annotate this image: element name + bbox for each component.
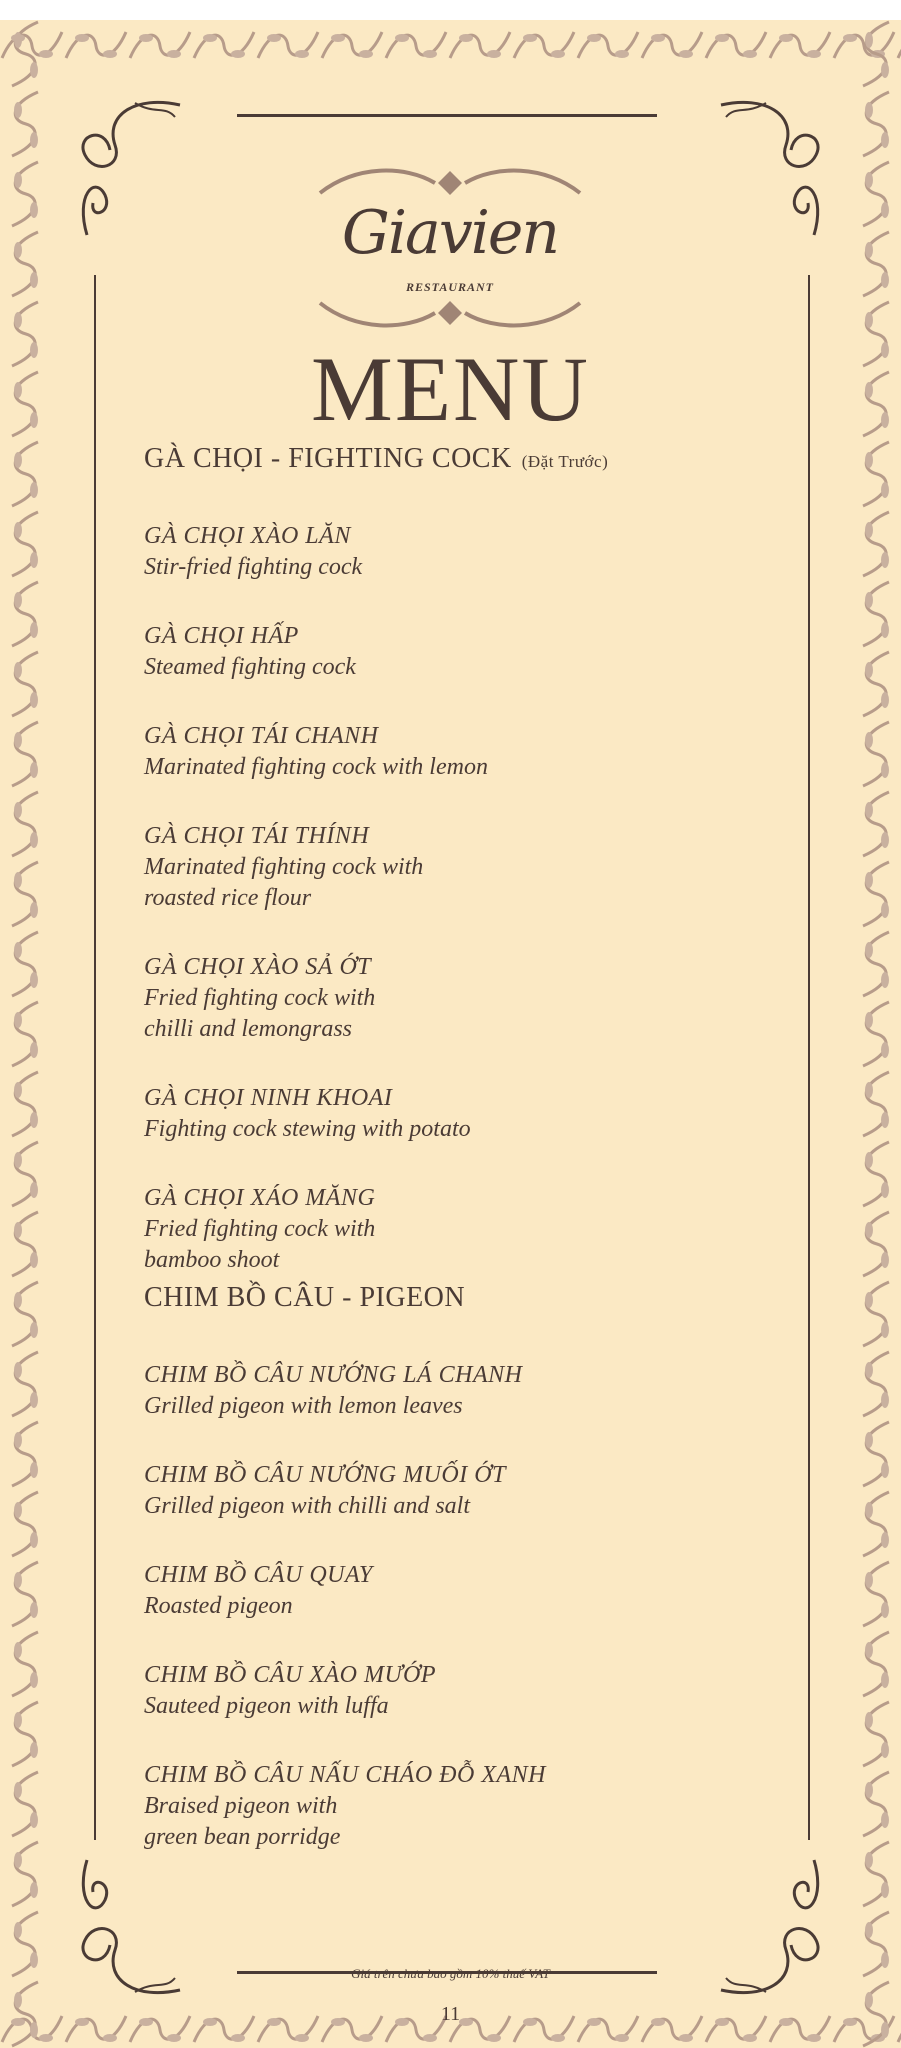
left-rule bbox=[94, 275, 96, 1840]
top-border-ornament-icon bbox=[0, 20, 901, 70]
item-name-en: Fried fighting cock with chilli and lemongrass bbox=[144, 985, 376, 1042]
menu-page bbox=[0, 20, 901, 2048]
item-name-vn: GÀ CHỌI XÀO SẢ ỚT bbox=[144, 954, 372, 980]
item-name-vn: GÀ CHỌI HẤP bbox=[144, 623, 299, 649]
right-border-ornament-icon bbox=[851, 20, 901, 2048]
restaurant-logo bbox=[280, 140, 620, 340]
item-name-en: Stir-fried fighting cock bbox=[144, 554, 363, 580]
menu-item bbox=[144, 1760, 546, 1853]
item-name-vn: CHIM BỒ CÂU QUAY bbox=[144, 1562, 373, 1588]
item-name-en: Grilled pigeon with lemon leaves bbox=[144, 1393, 463, 1419]
item-name-vn: GÀ CHỌI TÁI THÍNH bbox=[144, 823, 370, 849]
item-name-vn: GÀ CHỌI NINH KHOAI bbox=[144, 1085, 393, 1111]
menu-item bbox=[144, 1083, 608, 1145]
logo-wordmark: Giavien bbox=[341, 198, 559, 268]
section-heading-text: CHIM BỒ CÂU - PIGEON bbox=[144, 1282, 466, 1313]
top-left-flourish-icon bbox=[75, 95, 185, 245]
menu-item bbox=[144, 1660, 546, 1722]
item-name-en: Roasted pigeon bbox=[144, 1593, 293, 1619]
section-fighting-cock bbox=[144, 443, 608, 1276]
item-name-vn: GÀ CHỌI TÁI CHANH bbox=[144, 723, 379, 749]
vat-footnote: Giá trên chưa bao gồm 10% thuế VAT bbox=[351, 1966, 550, 1981]
item-name-en: Grilled pigeon with chilli and salt bbox=[144, 1493, 470, 1519]
section-pigeon bbox=[144, 1282, 546, 1853]
menu-item bbox=[144, 1560, 546, 1622]
menu-title: MENU bbox=[311, 338, 590, 440]
item-name-vn: GÀ CHỌI XÀO LĂN bbox=[144, 523, 351, 549]
menu-item bbox=[144, 1460, 546, 1522]
page-number: 11 bbox=[440, 2003, 461, 2025]
item-name-vn: GÀ CHỌI XÁO MĂNG bbox=[144, 1185, 376, 1211]
menu-item bbox=[144, 521, 608, 583]
item-name-en: Steamed fighting cock bbox=[144, 654, 356, 680]
item-name-vn: CHIM BỒ CÂU XÀO MƯỚP bbox=[144, 1662, 437, 1688]
item-name-en: Marinated fighting cock with lemon bbox=[144, 754, 488, 780]
left-border-ornament-icon bbox=[0, 20, 50, 2048]
item-name-en: Fried fighting cock with bamboo shoot bbox=[144, 1216, 376, 1273]
item-name-en: Sauteed pigeon with luffa bbox=[144, 1693, 389, 1719]
menu-item bbox=[144, 952, 608, 1045]
menu-item bbox=[144, 821, 608, 914]
right-rule bbox=[808, 275, 810, 1840]
item-name-vn: CHIM BỒ CÂU NƯỚNG MUỐI ỚT bbox=[144, 1462, 506, 1488]
menu-item bbox=[144, 721, 608, 783]
item-name-vn: CHIM BỒ CÂU NƯỚNG LÁ CHANH bbox=[144, 1362, 523, 1388]
item-name-vn: CHIM BỒ CÂU NẤU CHÁO ĐỖ XANH bbox=[144, 1762, 546, 1788]
section-heading bbox=[144, 443, 608, 475]
section-heading-text: GÀ CHỌI - FIGHTING COCK bbox=[144, 443, 512, 474]
menu-item bbox=[144, 1360, 546, 1422]
item-name-en: Fighting cock stewing with potato bbox=[144, 1116, 471, 1142]
top-right-flourish-icon bbox=[716, 95, 826, 245]
menu-item bbox=[144, 1183, 608, 1276]
logo-top-divider-icon bbox=[315, 165, 585, 201]
section-note: (Đặt Trước) bbox=[521, 452, 609, 471]
logo-bottom-divider-icon bbox=[315, 295, 585, 331]
logo-subtitle: RESTAURANT bbox=[405, 280, 495, 294]
item-name-en: Braised pigeon with green bean porridge bbox=[144, 1793, 341, 1850]
section-heading bbox=[144, 1282, 546, 1314]
item-name-en: Marinated fighting cock with roasted rice flour bbox=[144, 854, 424, 911]
top-rule bbox=[237, 114, 657, 117]
menu-item bbox=[144, 621, 608, 683]
